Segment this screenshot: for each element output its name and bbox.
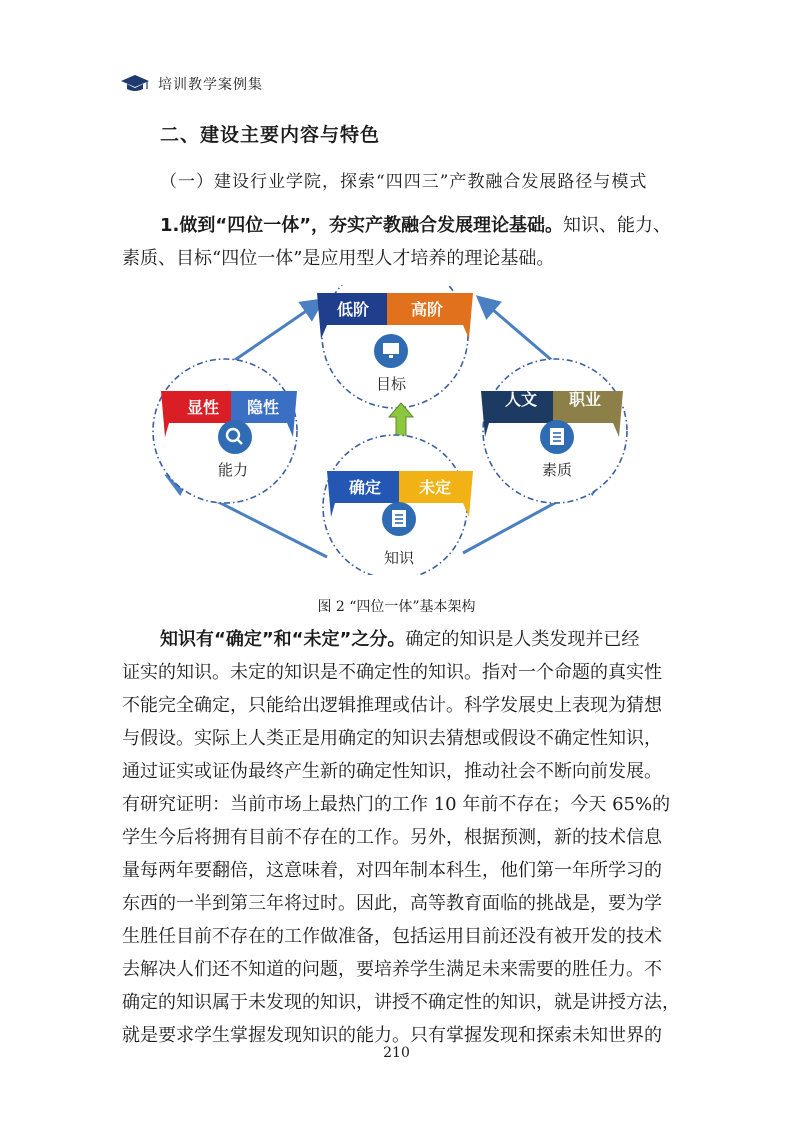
quality-left-label: 人文 [504,390,538,409]
paragraph-2-line-1 [122,623,673,656]
knowledge-left-label: 确定 [348,478,382,497]
figure-caption: 图 2 “四位一体”基本架构 [317,599,476,615]
paragraph-2-line: 通过证实或证伪最终产生新的确定性知识，推动社会不断向前发展。 [122,761,662,782]
paragraph-1-line-1-rest: 知识、能力、 [563,215,672,236]
paragraph-1 [122,209,673,275]
arrow-quality-to-target [485,303,555,363]
graduation-cap-icon [120,74,150,94]
knowledge-node [323,435,473,575]
paragraph-2-line: 就是要求学生掌握发现知识的能力。只有掌握发现和探索未知世界的 [122,1025,662,1046]
paragraph-2-line: 与假设。实际上人类正是用确定的知识去猜想或假设不确定性知识， [122,728,662,749]
target-left-label: 低阶 [336,300,370,319]
magnifier-icon [218,420,252,454]
ability-node [153,359,297,503]
paragraph-2-line: 不能完全确定，只能给出逻辑推理或估计。科学发展史上表现为猜想 [122,695,662,716]
knowledge-right-label: 未定 [418,478,452,497]
target-right-label: 高阶 [410,300,444,319]
document-icon [540,420,574,454]
ability-left-label: 显性 [186,398,220,417]
quality-node [481,359,627,503]
running-header [120,72,263,96]
paragraph-2-line: 生胜任目前不存在的工作做准备，包括运用目前还没有被开发的技术 [122,926,662,947]
quality-right-label: 职业 [568,390,602,409]
section-title: 二、建设主要内容与特色 [160,124,381,146]
paragraph-2 [122,623,680,1052]
knowledge-caption: 知识 [383,549,415,567]
paragraph-2-line: 学生今后将拥有目前不存在的工作。另外，根据预测，新的技术信息 [122,827,662,848]
paragraph-2-line: 有研究证明：当前市场上最热门的工作 10 年前不存在；今天 65%的 [122,794,671,815]
page-number: 210 [383,1045,410,1061]
four-in-one-diagram [145,285,645,575]
paragraph-2-lead: 知识有“确定”和“未定”之分。 [160,629,406,650]
paragraph-2-line: 确定的知识属于未发现的知识，讲授不确定性的知识，就是讲授方法， [122,992,680,1013]
monitor-icon [374,334,408,368]
ability-right-label: 隐性 [246,398,280,417]
target-caption: 目标 [375,375,407,393]
paragraph-1-line-1 [122,209,673,242]
paragraph-2-line: 证实的知识。未定的知识是不确定性的知识。指对一个命题的真实性 [122,662,662,683]
clipboard-icon [382,502,416,536]
paragraph-1-lead: 1.做到“四位一体”，夯实产教融合发展理论基础。 [160,215,564,236]
paragraph-1-line-2: 素质、目标“四位一体”是应用型人才培养的理论基础。 [122,248,555,269]
paragraph-2-line-1-rest: 确定的知识是人类发现并已经 [405,629,640,650]
paragraph-2-line: 量每两年要翻倍，这意味着，对四年制本科生，他们第一年所学习的 [122,860,662,881]
target-node [317,285,473,408]
paragraph-2-line: 去解决人们还不知道的问题，要培养学生满足未来需要的胜任力。不 [122,959,662,980]
paragraph-2-line: 东西的一半到第三年将过时。因此，高等教育面临的挑战是，要为学 [122,893,662,914]
quality-caption: 素质 [541,461,573,479]
subsection-title: （一）建设行业学院，探索“四四三”产教融合发展路径与模式 [160,172,648,192]
header-title: 培训教学案例集 [158,77,263,93]
ability-caption: 能力 [217,461,249,479]
